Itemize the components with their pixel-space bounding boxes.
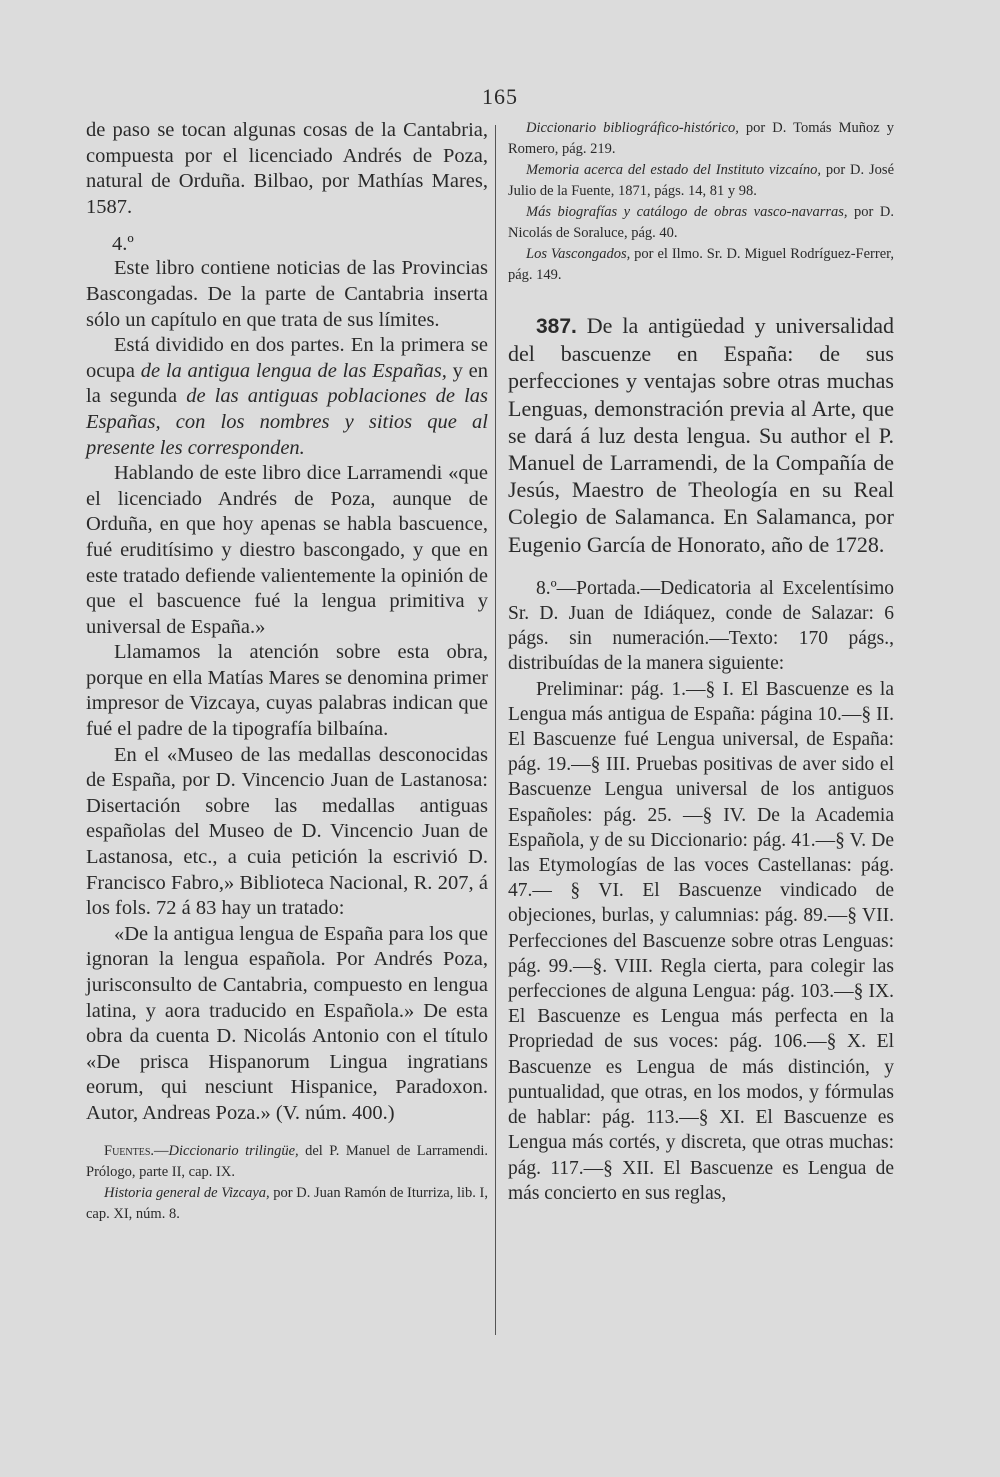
left-column <box>86 118 488 1225</box>
sources-title-1: Diccionario trilingüe, <box>168 1142 299 1159</box>
reference-rest: por el Ilmo. Sr. D. Miguel Rodríguez-Ferrer, pág. 149. <box>508 246 894 283</box>
paragraph-1: Este libro contiene noticias de las Provincias Bascongadas. De la parte de Cantabria inserta sólo un capítulo en que trata de sus límites. <box>86 257 488 331</box>
page-number: 165 <box>482 84 518 109</box>
reference-4 <box>508 244 894 286</box>
right-column <box>508 118 894 1206</box>
p2-italic-b: de la antigua lengua de las Españas, <box>140 359 447 382</box>
paragraph-5: En el «Museo de las medallas desconocidas de España, por D. Vincencio Juan de Lastanosa: Disertación sobre las medallas antiguas españolas del Museo de D. Vincencio Juan de Lastanosa, etc., a cuia petición la escrivió D. Francisco Fabro,» Biblioteca Nacional, R. 207, á los fols. 72 á 83 hay un tratado: <box>86 743 488 920</box>
entry-description-2: Preliminar: pág. 1.—§ I. El Bascuenze es la Lengua más antigua de España: página 10.—§ II. El Bascuenze fué Lengua universal, de España: pág. 19.—§ III. Pruebas positivas de aver sido el Bascuenze Lengua universal de los antiguos Españoles: pág. 25. —§ IV. De la Academia Española, y de su Diccionario: pág. 41.—§ V. De las Etymologías de las voces Castellanas: pág. 47.— § VI. El Bascuenze vindicado de objeciones, burlas, y calumnias: pág. 89.—§ VII. Perfecciones del Bascuenze sobre otras Lenguas: pág. 99.—§. VIII. Regla cierta, para colegir las perfecciones de alguna Lengua: pág. 103.—§ IX. El Bascuenze es Lengua más perfecta en la Propriedad de sus voces: pág. 106.—§ X. El Bascuenze es Lengua de más distinción, y puntualidad, que otras, en los modos, y fórmulas de hablar: pág. 113.—§ XI. El Bascuenze es Lengua más cortés, y discreta, que otras muchas: pág. 117.—§ XII. El Bascuenze es Lengua de más concierto en sus reglas, <box>508 678 894 1204</box>
paragraph-6: «De la antigua lengua de España para los que ignoran la lengua española. Por Andrés Poza, jurisconsulto de Cantabria, compuesto en lengua latina, y aora traducido en Española.» De esta obra da cuenta D. Nicolás Antonio con el título «De prisca Hispanorum Lingua ingratians eorum, qui nesciunt Hispanice, Paradoxon. Autor, Andreas Poza.» (V. núm. 400.) <box>86 922 488 1124</box>
reference-2 <box>508 160 894 202</box>
reference-title: Diccionario bibliográfico-histórico, <box>526 120 739 136</box>
sources-title-2: Historia general de Vizcaya, <box>104 1184 270 1201</box>
p2-italic-d: de las antiguas poblaciones de las Españas, con los nombres y sitios que al presente les corresponden. <box>86 385 488 459</box>
reference-title: Los Vascongados, <box>526 246 631 262</box>
reference-rest: por D. Tomás Muñoz y Romero, pág. 219. <box>508 120 894 157</box>
column-divider <box>495 125 496 1335</box>
paragraph-2 <box>86 333 488 461</box>
paragraph-3: Hablando de este libro dice Larramendi «que el licenciado Andrés de Poza, aunque de Orduña, en que hoy apenas se habla bascuence, fué eruditísimo y diestro bascongado, y que en este tratado defiende valientemente la opinión de que el bascuence fué la lengua primitiva y universal de España.» <box>86 462 488 638</box>
reference-title: Más biografías y catálogo de obras vasco-navarras, <box>526 204 848 220</box>
reference-3 <box>508 202 894 244</box>
sources-rest-1: del P. Manuel de Larramendi. Prólogo, parte II, cap. IX. <box>86 1142 489 1180</box>
intro-paragraph: de paso se tocan algunas cosas de la Cantabria, compuesta por el licenciado Andrés de Poza, natural de Orduña. Bilbao, por Mathías Mares, 1587. <box>86 119 488 218</box>
sources-rest-2: por D. Juan Ramón de Iturriza, lib. I, cap. XI, núm. 8. <box>86 1184 488 1222</box>
entry-description-1: 8.º—Portada.—Dedicatoria al Excelentísimo Sr. D. Juan de Idiáquez, conde de Salazar: 6 págs. sin numeración.—Texto: 170 págs., distribuídas de la manera siguiente: <box>508 577 894 675</box>
paragraph-4: Llamamos la atención sobre esta obra, porque en ella Matías Mares se denomina primer impresor de Vizcaya, cuyas palabras indican que fué el padre de la tipografía bilbaína. <box>86 641 488 741</box>
entry-number: 387. <box>536 315 577 338</box>
entry-title: De la antigüedad y universalidad del bascuenze en España: de sus perfecciones y ventajas sobre otras muchas Lenguas, demonstración previa al Arte, que se dará á luz desta lengua. Su author el P. Manuel de Larramendi, de la Compañía de Jesús, Maestro de Theología en su Real Colegio de Salamanca. En Salamanca, por Eugenio García de Honorato, año de 1728. <box>508 313 895 557</box>
reference-rest: por D. José Julio de la Fuente, 1871, págs. 14, 81 y 98. <box>508 162 895 199</box>
entry-heading <box>508 312 894 558</box>
reference-title: Memoria acerca del estado del Instituto vizcaíno, <box>526 162 821 178</box>
p2-text-a: Está dividido en dos partes. En la primera se ocupa <box>86 334 488 382</box>
p2-text-c: y en la segunda <box>86 359 489 408</box>
reference-rest: por D. Nicolás de Soraluce, pág. 40. <box>508 204 894 241</box>
sources-label: Fuentes.— <box>104 1142 169 1159</box>
ordinal-label: 4.º <box>112 233 134 256</box>
sources-note-2 <box>86 1183 488 1225</box>
reference-1 <box>508 118 894 160</box>
sources-note-1 <box>86 1141 488 1183</box>
